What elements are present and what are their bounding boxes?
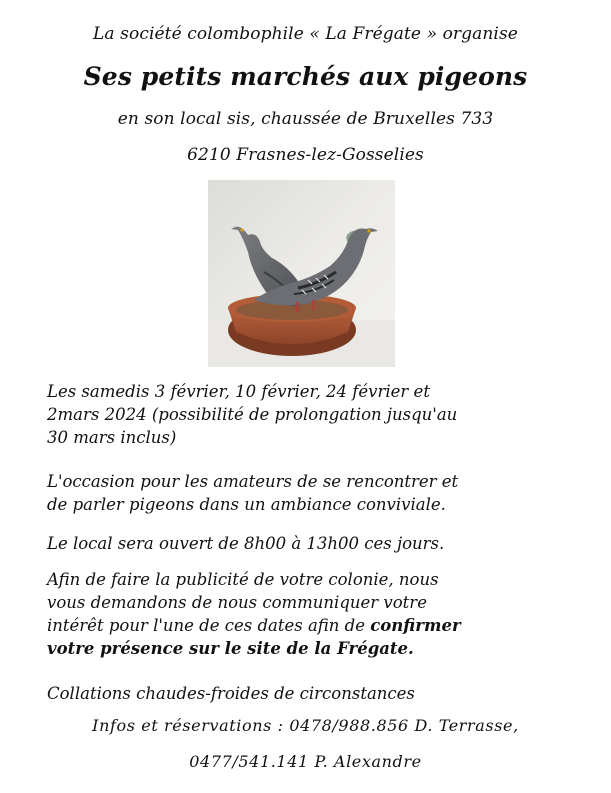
publicity-emphasis: confirmer	[370, 616, 461, 635]
occasion-line: de parler pigeons dans un ambiance conviviale.	[47, 495, 446, 514]
dates-paragraph	[47, 380, 457, 449]
dates-line: Les samedis 3 février, 10 février, 24 février et	[47, 382, 430, 401]
intro-text: La société colombophile « La Frégate » organise	[93, 24, 518, 44]
occasion-line: L'occasion pour les amateurs de se rencontrer et	[47, 472, 459, 491]
occasion-paragraph	[47, 470, 458, 516]
dates-line: 30 mars inclus)	[47, 428, 177, 447]
collations-paragraph	[47, 682, 415, 705]
pigeons-photo	[208, 180, 395, 367]
flyer-title: Ses petits marchés aux pigeons	[83, 62, 528, 91]
publicity-text: intérêt pour l'une de ces dates afin de	[47, 616, 371, 635]
contact-line-1: Infos et réservations : 0478/988.856 D. Terrasse,	[92, 716, 519, 735]
publicity-line: vous demandons de nous communiquer votre	[47, 593, 427, 612]
collations-line: Collations chaudes-froides de circonstances	[47, 684, 415, 703]
publicity-line: Afin de faire la publicité de votre colonie, nous	[47, 570, 439, 589]
contact-line-2: 0477/541.141 P. Alexandre	[189, 752, 422, 771]
publicity-emphasis-line: votre présence sur le site de la Frégate.	[47, 639, 414, 658]
dates-line: 2mars 2024 (possibilité de prolongation jusqu'au	[47, 405, 458, 424]
hours-line: Le local sera ouvert de 8h00 à 13h00 ces jours.	[47, 534, 445, 553]
hours-paragraph	[47, 532, 444, 555]
address-city: 6210 Frasnes-lez-Gosselies	[187, 145, 424, 165]
address-street: en son local sis, chaussée de Bruxelles 733	[117, 109, 494, 129]
publicity-paragraph	[47, 568, 461, 660]
publicity-line	[47, 614, 461, 637]
